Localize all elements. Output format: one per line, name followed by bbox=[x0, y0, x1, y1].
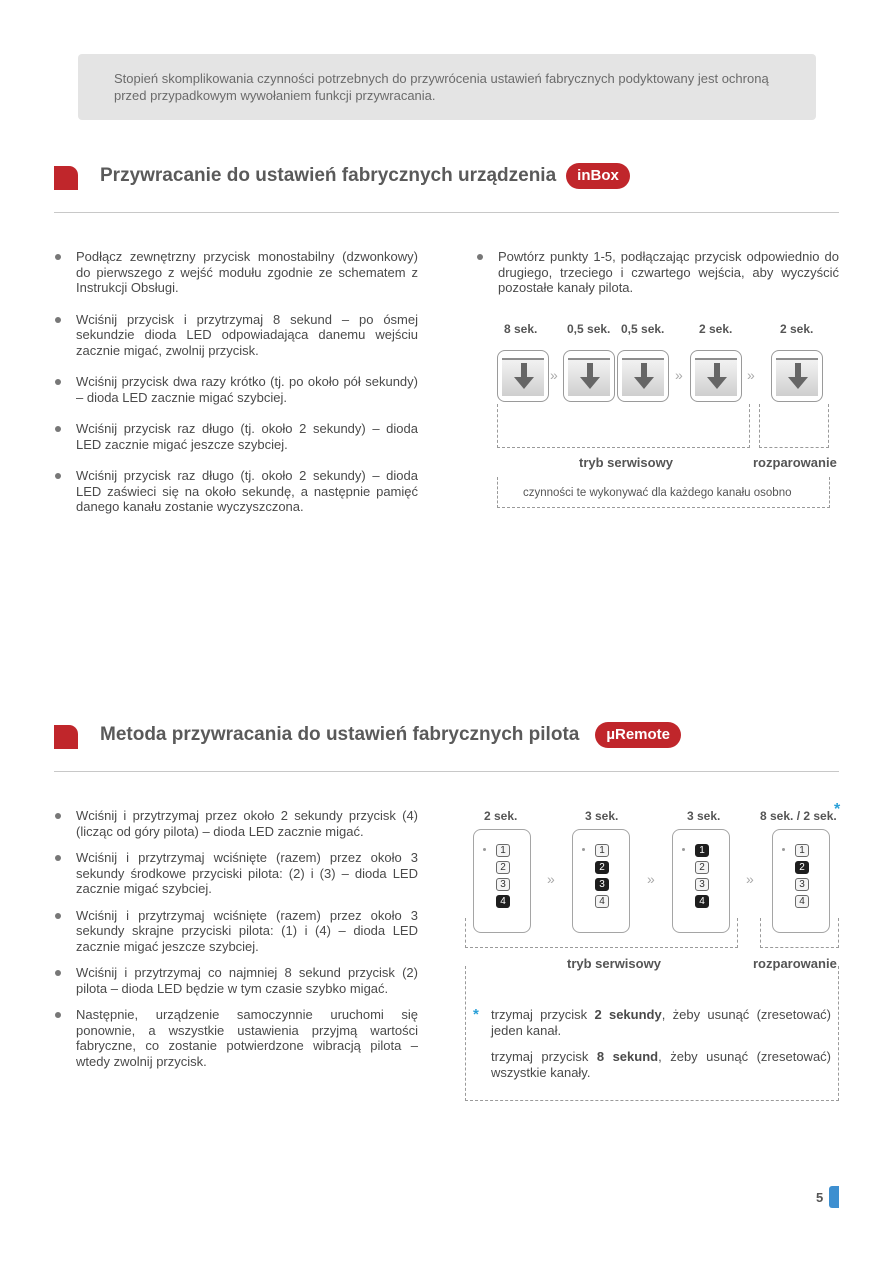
service-mode-label: tryb serwisowy bbox=[567, 956, 661, 971]
arrow-down-icon bbox=[781, 361, 815, 393]
remote-key: 1 bbox=[795, 844, 809, 857]
chevron-right-icon: » bbox=[675, 367, 683, 383]
arrow-down-icon bbox=[627, 361, 661, 393]
remote-key-pressed: 2 bbox=[795, 861, 809, 874]
service-mode-bracket bbox=[497, 404, 750, 448]
section-divider bbox=[54, 771, 839, 772]
list-item: Wciśnij przycisk raz długo (tj. około 2 sekundy) – dioda LED zaświeci się na około sekundę, a następnie pamięć danego kanału zostanie wyczyszczona. bbox=[54, 468, 418, 515]
section-marker-icon bbox=[54, 166, 78, 190]
list-item: Podłącz zewnętrzny przycisk monostabilny (dzwonkowy) do pierwszego z wejść modułu zgodnie ze schematem z Instrukcji Obsługi. bbox=[54, 249, 418, 296]
arrow-down-icon bbox=[573, 361, 607, 393]
section-divider bbox=[54, 212, 839, 213]
product-badge: µRemote bbox=[595, 722, 681, 748]
list-item: Wciśnij przycisk raz długo (tj. około 2 sekundy) – dioda LED zacznie migać jeszcze szybciej. bbox=[54, 421, 418, 452]
page-tab-marker bbox=[829, 1186, 839, 1208]
chevron-right-icon: » bbox=[647, 871, 655, 887]
list-item: Wciśnij i przytrzymaj wciśnięte (razem) przez około 3 sekundy skrajne przyciski pilota: (1) i (4) – dioda LED zacznie migać jeszcze szybciej. bbox=[54, 908, 418, 955]
remote-key-pressed: 4 bbox=[496, 895, 510, 908]
arrow-down-icon bbox=[700, 361, 734, 393]
per-channel-note: czynności te wykonywać dla każdego kanału osobno bbox=[523, 487, 792, 499]
remote-key: 3 bbox=[496, 878, 510, 891]
timing-label: 0,5 sek. bbox=[567, 322, 611, 336]
timing-label: 0,5 sek. bbox=[621, 322, 665, 336]
remote-key-pressed: 1 bbox=[695, 844, 709, 857]
info-note bbox=[78, 54, 816, 120]
push-button-illustration bbox=[563, 350, 615, 402]
unpair-label: rozparowanie bbox=[753, 455, 837, 470]
chevron-right-icon: » bbox=[550, 367, 558, 383]
remote-key: 2 bbox=[496, 861, 510, 874]
timing-label: 2 sek. bbox=[780, 322, 814, 336]
service-mode-bracket bbox=[465, 918, 738, 948]
push-button-illustration bbox=[690, 350, 742, 402]
remote-key: 3 bbox=[795, 878, 809, 891]
section-uremote-heading bbox=[100, 722, 681, 748]
remote-key: 2 bbox=[695, 861, 709, 874]
timing-label: 2 sek. bbox=[484, 809, 518, 823]
remote-key-pressed: 3 bbox=[595, 878, 609, 891]
info-note-text: Stopień skomplikowania czynności potrzebnych do przywrócenia ustawień fabrycznych podyktowany jest ochroną przed przypadkowym wywołaniem funkcji przywracania. bbox=[114, 71, 769, 103]
remote-key: 4 bbox=[595, 895, 609, 908]
remote-key: 4 bbox=[795, 895, 809, 908]
unpair-bracket bbox=[759, 404, 829, 448]
inbox-steps-list bbox=[54, 249, 418, 531]
list-item: Następnie, urządzenie samoczynnie uruchomi się ponownie, a wszystkie ustawienia przyjmą wartości fabryczne, co zostanie potwierdzone wibracją pilota – wtedy zwolnij przycisk. bbox=[54, 1007, 418, 1069]
list-item: Wciśnij i przytrzymaj wciśnięte (razem) przez około 3 sekundy środkowe przyciski pilota: (2) i (3) – dioda LED zacznie migać szybciej. bbox=[54, 850, 418, 897]
remote-key: 1 bbox=[595, 844, 609, 857]
chevron-right-icon: » bbox=[547, 871, 555, 887]
timing-label: 2 sek. bbox=[699, 322, 733, 336]
uremote-steps-list bbox=[54, 808, 418, 1080]
service-mode-label: tryb serwisowy bbox=[579, 455, 673, 470]
timing-label: 8 sek. / 2 sek. bbox=[760, 809, 837, 823]
section-marker-icon bbox=[54, 725, 78, 749]
push-button-illustration bbox=[617, 350, 669, 402]
push-button-illustration bbox=[497, 350, 549, 402]
unpair-label: rozparowanie bbox=[753, 956, 837, 971]
inbox-repeat-list bbox=[476, 249, 839, 312]
product-badge: inBox bbox=[566, 163, 630, 189]
asterisk-marker: * bbox=[834, 801, 841, 818]
list-item: Powtórz punkty 1-5, podłączając przycisk odpowiednio do drugiego, trzeciego i czwartego wejścia, aby wyczyścić pozostałe kanały pilota. bbox=[476, 249, 839, 296]
chevron-right-icon: » bbox=[747, 367, 755, 383]
push-button-illustration bbox=[771, 350, 823, 402]
section-inbox-heading bbox=[100, 163, 630, 189]
list-item: Wciśnij i przytrzymaj co najmniej 8 sekund przycisk (2) pilota – dioda LED będzie w tym czasie szybko migać. bbox=[54, 965, 418, 996]
footnote-2-seconds: * trzymaj przycisk 2 sekundy, żeby usunąć (zresetować) jeden kanał. bbox=[473, 1006, 832, 1038]
list-item: Wciśnij przycisk i przytrzymaj 8 sekund – po ósmej sekundzie dioda LED odpowiadająca danemu wejściu zacznie migać, zwolnij przycisk. bbox=[54, 312, 418, 359]
remote-key: 3 bbox=[695, 878, 709, 891]
section-title: Przywracanie do ustawień fabrycznych urządzenia bbox=[100, 165, 557, 186]
remote-key-pressed: 2 bbox=[595, 861, 609, 874]
list-item: Wciśnij przycisk dwa razy krótko (tj. po około pół sekundy) – dioda LED zacznie migać szybciej. bbox=[54, 374, 418, 405]
timing-label: 3 sek. bbox=[585, 809, 619, 823]
timing-label: 8 sek. bbox=[504, 322, 538, 336]
unpair-bracket bbox=[760, 918, 839, 948]
remote-key-pressed: 4 bbox=[695, 895, 709, 908]
remote-key: 1 bbox=[496, 844, 510, 857]
asterisk-marker: * bbox=[473, 1006, 479, 1023]
chevron-right-icon: » bbox=[746, 871, 754, 887]
timing-label: 3 sek. bbox=[687, 809, 721, 823]
footnote-8-seconds: trzymaj przycisk 8 sekund, żeby usunąć (zresetować) wszystkie kanały. bbox=[491, 1049, 831, 1080]
list-item: Wciśnij i przytrzymaj przez około 2 sekundy przycisk (4) (licząc od góry pilota) – dioda LED zacznie migać. bbox=[54, 808, 418, 839]
section-title: Metoda przywracania do ustawień fabrycznych pilota bbox=[100, 724, 580, 745]
page-number: 5 bbox=[816, 1190, 824, 1205]
arrow-down-icon bbox=[507, 361, 541, 393]
